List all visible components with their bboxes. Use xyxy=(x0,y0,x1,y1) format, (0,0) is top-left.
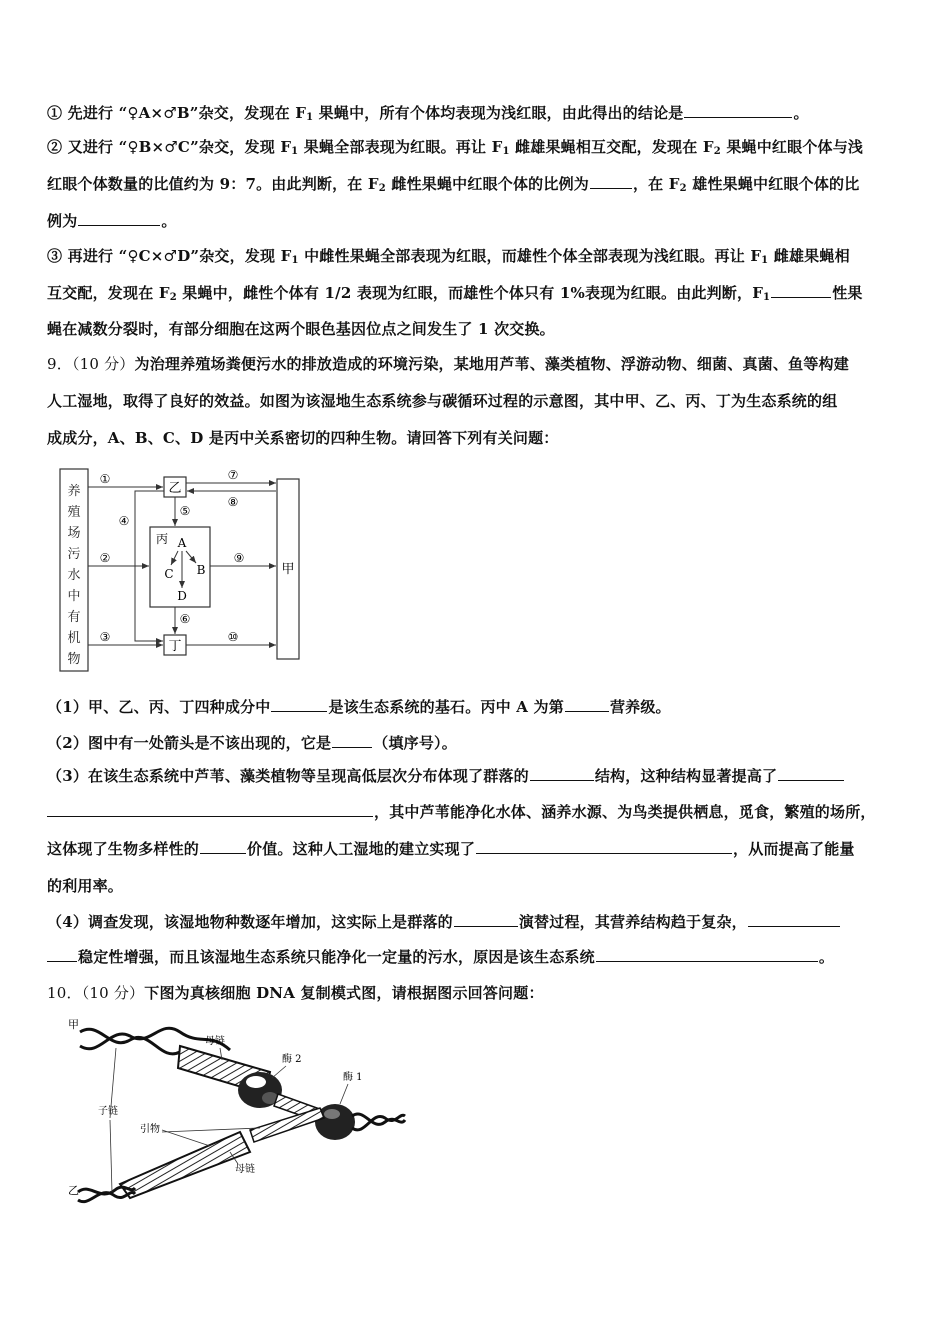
q8-p2-sub2: 1 xyxy=(502,146,510,157)
q9-s4l2-text: 稳定性增强，而且该湿地生态系统只能净化一定量的污水，原因是该生态系统 xyxy=(78,948,595,966)
q8-p2l3-end: 。 xyxy=(161,212,177,230)
arrow-a-c xyxy=(171,551,178,565)
q9-s3-text-b: 结构，这种结构显著提高了 xyxy=(594,767,778,785)
organism-c: C xyxy=(164,567,174,581)
label-mother-chain-1: 母链 xyxy=(205,1036,225,1047)
q8-p1-text-b: 果蝇中，所有个体均表现为浅红眼，由此得出的结论是 xyxy=(313,104,684,122)
source-char: 机 xyxy=(67,631,81,646)
q8-p2l2-sub1: 2 xyxy=(378,183,386,194)
q8-part3-line1 xyxy=(47,246,907,266)
answer-blank[interactable] xyxy=(332,733,372,748)
q9-sub2 xyxy=(47,733,907,753)
q9-s4l2-end: 。 xyxy=(818,948,835,966)
q8-part2-line3 xyxy=(47,211,907,231)
answer-blank[interactable] xyxy=(530,766,594,781)
yi-label: 乙 xyxy=(168,481,182,496)
answer-blank[interactable] xyxy=(454,912,518,927)
q9-sub4-line2 xyxy=(47,947,907,967)
q9-sub3-line2 xyxy=(47,802,907,822)
label-enzyme-1: 酶 1 xyxy=(343,1072,363,1083)
q8-p1-sub: 1 xyxy=(306,112,314,123)
jia-label: 甲 xyxy=(281,562,295,577)
q9-s1-text-c: 营养级。 xyxy=(609,698,671,716)
q9-s3l3-text-b: 价值。这种人工湿地的建立实现了 xyxy=(247,840,476,858)
q8-p2-text-a: ② 又进行 “♀B×♂C”杂交，发现 F xyxy=(47,138,292,156)
q8-p2-sub3: 2 xyxy=(713,146,721,157)
q8-p2-text-d: 果蝇中红眼个体与浅 xyxy=(720,138,864,156)
q9-s2-text-b: （填序号）。 xyxy=(373,734,457,752)
ding-label: 丁 xyxy=(168,639,182,654)
q9-s4-text-b: 演替过程，其营养结构趋于复杂， xyxy=(518,913,747,931)
q9-number: 9． xyxy=(47,355,72,373)
arrow-4-label: ④ xyxy=(118,514,130,528)
q8-p3l2-sub: 2 xyxy=(169,292,177,303)
q8-p3-text-c: 雌雄果蝇相 xyxy=(768,247,850,265)
organism-b: B xyxy=(196,563,206,577)
leader-line xyxy=(162,1130,210,1146)
q9-sub3-line3 xyxy=(47,839,907,859)
source-char: 殖 xyxy=(67,505,81,520)
label-jia: 甲 xyxy=(68,1018,79,1031)
q8-part1 xyxy=(47,103,907,123)
leader-line xyxy=(110,1120,112,1192)
q9-s2-text-a: （2）图中有一处箭头是不该出现的，它是 xyxy=(47,734,332,752)
source-char: 中 xyxy=(67,589,81,604)
q9-stem-line2: 人工湿地，取得了良好的效益。如图为该湿地生态系统参与碳循环过程的示意图，其中甲、乙、丙、丁为生态系统的组 xyxy=(47,392,838,410)
q10-stem xyxy=(47,983,907,1003)
q8-p3-sub2: 1 xyxy=(761,255,769,266)
q9-score: （10 分） xyxy=(71,355,135,373)
q9-s3l2-text: ，其中芦苇能净化水体、涵养水源、为鸟类提供栖息，觅食，繁殖的场所， xyxy=(374,803,876,821)
lagging-segment xyxy=(250,1108,324,1142)
leader-line xyxy=(162,1128,260,1132)
q8-p3l2-text-b: 果蝇中，雌性个体有 1/2 表现为红眼，而雄性个体只有 1%表现为红眼。由此判断，F xyxy=(176,284,764,302)
q8-p2l2-text-b: 雌性果蝇中红眼个体的比例为 xyxy=(385,175,589,193)
q9-stem-line1 xyxy=(47,354,907,374)
q8-p2-sub1: 1 xyxy=(291,146,299,157)
label-child-chain: 子链 xyxy=(98,1106,118,1117)
arrow-1-label: ① xyxy=(99,472,111,486)
source-char: 养 xyxy=(67,484,81,499)
source-label xyxy=(67,484,80,667)
answer-blank[interactable] xyxy=(565,697,609,712)
q9-s3-text-a: （3）在该生态系统中芦苇、藻类植物等呈现高低层次分布体现了群落的 xyxy=(47,767,529,785)
answer-blank[interactable] xyxy=(771,283,831,298)
q10-score: （10 分） xyxy=(81,984,145,1002)
source-char: 有 xyxy=(67,610,81,625)
daughter-duplex-lower xyxy=(120,1132,250,1198)
q8-p2l2-text-c: ，在 F xyxy=(632,175,680,193)
answer-blank[interactable] xyxy=(684,103,792,118)
q9-sub1 xyxy=(47,697,907,717)
answer-blank[interactable] xyxy=(596,947,818,962)
q9-sub4-line1 xyxy=(47,912,907,932)
q9-stem-text1: 为治理养殖场粪便污水的排放造成的环境污染，某地用芦苇、藻类植物、浮游动物、细菌、真菌、鱼等构建 xyxy=(134,355,849,373)
q8-p2l2-text-d: 雄性果蝇中红眼个体的比 xyxy=(686,175,860,193)
helix-strand xyxy=(78,1192,135,1201)
label-yi: 乙 xyxy=(68,1184,79,1197)
dna-replication-diagram xyxy=(60,1012,410,1207)
answer-blank[interactable] xyxy=(47,802,373,817)
arrow-9-label: ⑨ xyxy=(233,551,245,565)
q8-p3l2-text-c: 性果 xyxy=(832,284,863,302)
answer-blank[interactable] xyxy=(78,211,160,226)
source-char: 水 xyxy=(67,568,81,583)
q8-p3-sub1: 1 xyxy=(291,255,299,266)
q8-p3l2-sub2: 1 xyxy=(763,292,771,303)
q8-p3-text-a: ③ 再进行 “♀C×♂D”杂交，发现 F xyxy=(47,247,292,265)
source-char: 污 xyxy=(67,547,81,562)
organism-a: A xyxy=(177,536,187,550)
answer-blank[interactable] xyxy=(476,839,732,854)
arrow-10-label: ⑩ xyxy=(227,630,239,644)
bing-label: 丙 xyxy=(155,532,169,546)
q8-part2-line2 xyxy=(47,174,907,194)
source-char: 物 xyxy=(67,652,81,667)
q8-p2l2-sub2: 2 xyxy=(679,183,687,194)
arrow-7-label: ⑦ xyxy=(227,468,239,482)
q8-p1-text-a: ① 先进行 “♀A×♂B”杂交，发现在 F xyxy=(47,104,307,122)
label-enzyme-2: 酶 2 xyxy=(282,1054,302,1065)
q8-p2-text-c: 雌雄果蝇相互交配，发现在 F xyxy=(509,138,714,156)
q9-s1-text-b: 是该生态系统的基石。丙中 A 为第 xyxy=(328,698,564,716)
q9-s4-text-a: （4）调查发现，该湿地物种数逐年增加，这实际上是群落的 xyxy=(47,913,453,931)
leader-line xyxy=(340,1084,348,1104)
source-char: 场 xyxy=(67,526,81,541)
answer-blank[interactable] xyxy=(47,947,77,962)
answer-blank[interactable] xyxy=(200,839,246,854)
q9-s3l3-text-a: 这体现了生物多样性的 xyxy=(47,840,200,858)
q8-p2l2-text-a: 红眼个体数量的比值约为 9：7。由此判断，在 F xyxy=(47,175,379,193)
leader-line xyxy=(272,1066,286,1078)
arrow-a-b xyxy=(186,551,196,563)
answer-blank[interactable] xyxy=(590,174,632,189)
q8-part3-line3: 蝇在减数分裂时，有部分细胞在这两个眼色基因位点之间发生了 1 次交换。 xyxy=(47,320,555,338)
q8-part3-line2 xyxy=(47,283,907,303)
answer-blank[interactable] xyxy=(748,912,840,927)
q9-sub3-line1 xyxy=(47,766,907,786)
answer-blank[interactable] xyxy=(271,697,327,712)
q8-p1-end: 。 xyxy=(793,104,809,122)
label-mother-chain-2: 母链 xyxy=(235,1164,255,1175)
q8-p2l3-text: 例为 xyxy=(47,212,78,230)
helix-strand xyxy=(352,1115,405,1130)
carbon-cycle-diagram xyxy=(55,465,315,680)
q9-sub3-line4: 的利用率。 xyxy=(47,877,124,895)
arrow-5-label: ⑤ xyxy=(179,504,191,518)
q9-s3l3-text-c: ，从而提高了能量 xyxy=(733,840,855,858)
q8-p3l2-text-a: 互交配，发现在 F xyxy=(47,284,170,302)
q10-number: 10． xyxy=(47,984,82,1002)
q8-p2-text-b: 果蝇全部表现为红眼。再让 F xyxy=(298,138,503,156)
arrow-3-label: ③ xyxy=(99,630,111,644)
arrow-8-label: ⑧ xyxy=(227,495,239,509)
label-primer: 引物 xyxy=(140,1124,160,1135)
q10-text: 下图为真核细胞 DNA 复制模式图，请根据图示回答问题： xyxy=(144,984,544,1002)
q9-stem-line3: 成成分，A、B、C、D 是丙中关系密切的四种生物。请回答下列有关问题： xyxy=(47,429,559,447)
arrow-6-label: ⑥ xyxy=(179,612,191,626)
q9-s1-text-a: （1）甲、乙、丙、丁四种成分中 xyxy=(47,698,271,716)
arrow-2-label: ② xyxy=(99,551,111,565)
answer-blank[interactable] xyxy=(778,766,844,781)
q8-part2-line1 xyxy=(47,137,907,157)
q8-p3-text-b: 中雌性果蝇全部表现为红眼，而雄性个体全部表现为浅红眼。再让 F xyxy=(298,247,762,265)
organism-d: D xyxy=(177,589,187,603)
